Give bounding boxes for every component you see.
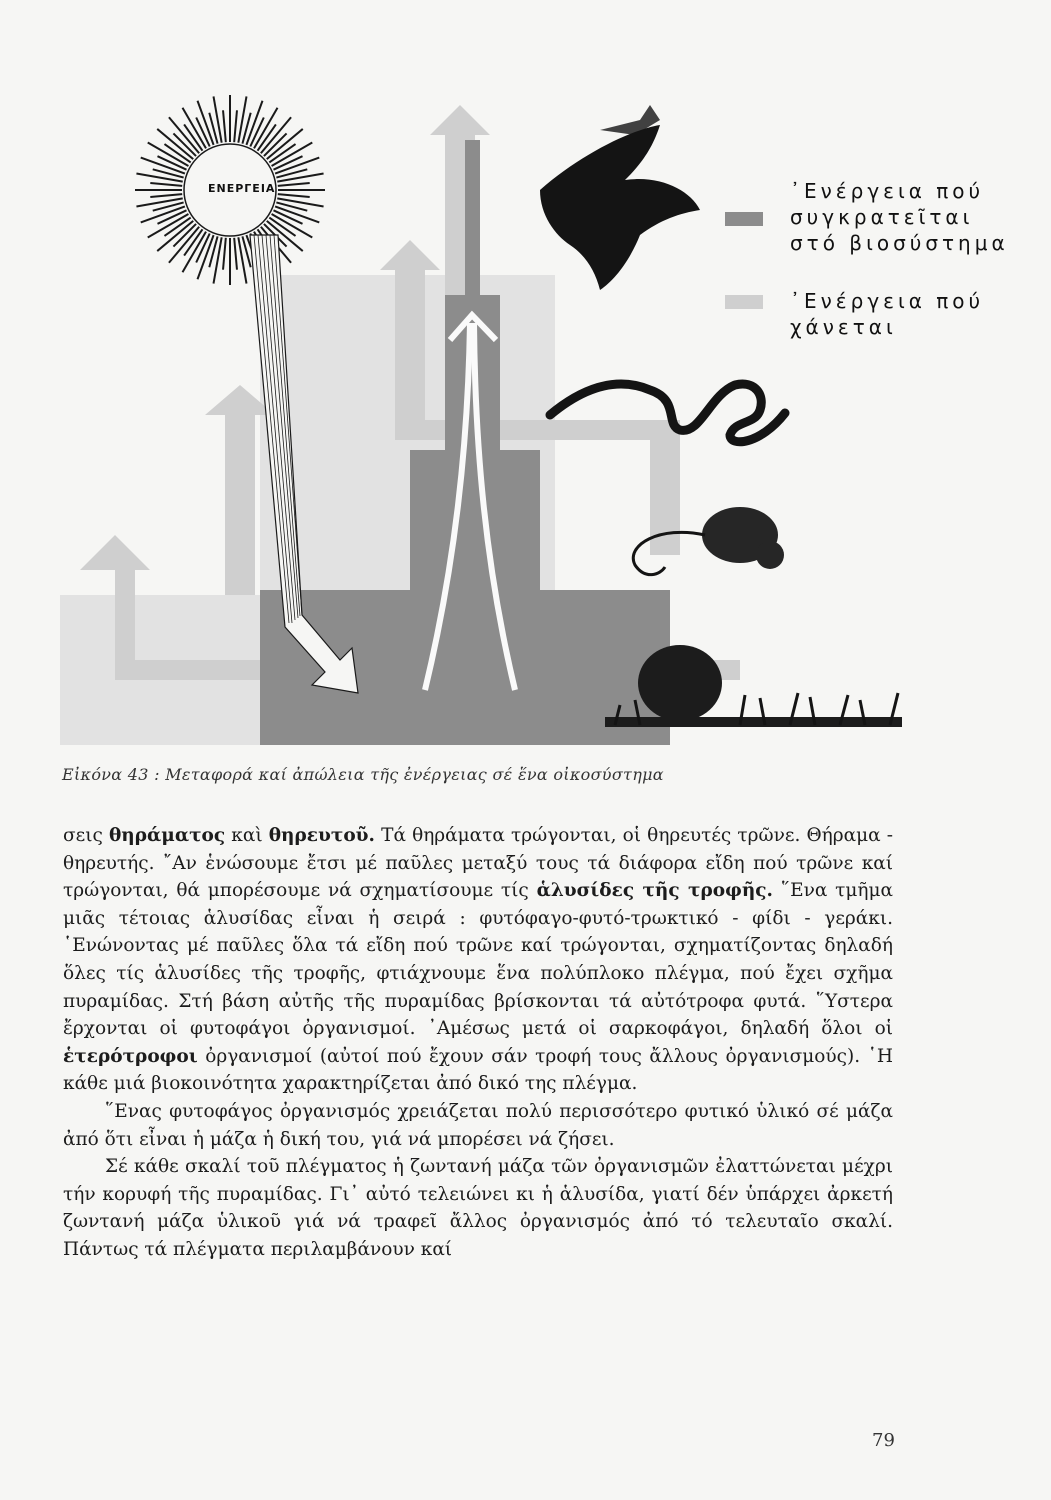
sun-ray <box>150 183 182 186</box>
text-run: σεις <box>63 825 109 846</box>
sun-ray <box>150 194 182 197</box>
text-run: Τά θηράματα τρώγονται, οἱ θηρευτές τρῶνε. Θήραμα - θηρευτής. ῎Αν ἑνώσουμε ἔτσι μέ παῦλες μεταξύ τους τά διάφορα εἴδη πού τρῶνε καί τρώγονται, θά μπορέσουμε νά σχηματίσουμε τίς <box>63 825 893 902</box>
paragraph-1 <box>63 822 893 1098</box>
legend-retained-label: ᾿Ενέργεια πού συγκρατεῖται στό βιοσύστημα <box>790 179 1009 255</box>
sun-ray <box>278 183 310 186</box>
body-text <box>63 822 893 1264</box>
lost-energy-arrow <box>430 105 490 295</box>
figure-caption: Εἰκόνα 43 : Μεταφορά καί ἀπώλεια τῆς ἐνέργειας σέ ἕνα οἰκοσύστημα <box>62 765 664 784</box>
sun-ray <box>223 238 226 270</box>
sun-ray <box>157 221 193 251</box>
paragraph-3: Σέ κάθε σκαλί τοῦ πλέγματος ἡ ζωντανή μάζα τῶν ὀργανισμῶν ἐλαττώνεται μέχρι τήν κορυφή τῆς πυραμίδας. Γι᾿ αὐτό τελειώνει κι ἡ ἁλυσίδα, γιατί δέν ὑπάρχει ἀρκετή ζωντανή μάζα ὑλικοῦ γιά νά τραφεῖ ἄλλος ὀργανισμός ἀπό τό τελευταῖο σκαλί. Πάντως τά πλέγματα περιλαμβάνουν καί <box>63 1156 893 1260</box>
legend-lost-label: ᾿Ενέργεια πού χάνεται <box>790 289 985 339</box>
sun-ray <box>169 227 199 263</box>
hawk-icon <box>540 105 700 290</box>
sun-ray <box>223 110 226 142</box>
step-top-predator <box>465 140 480 300</box>
retained-legend-swatch <box>725 212 763 226</box>
paragraph-2: ῞Ενας φυτοφάγος ὀργανισμός χρειάζεται πολύ περισσότερο φυτικό ὑλικό σέ μάζα ἀπό ὅτι εἶναι ἡ μάζα ἡ δική του, γιά νά μπορέσει νά ζήσει. <box>63 1100 893 1150</box>
energy-pyramid-figure <box>40 95 1030 755</box>
sun-ray <box>157 129 193 159</box>
sun-label: ΕΝΕΡΓΕΙΑ <box>208 182 276 195</box>
bold-term: ἁλυσίδες τῆς τροφῆς. <box>536 880 773 902</box>
sun-ray <box>234 110 237 142</box>
step-herbivores <box>410 450 540 595</box>
sun-ray <box>169 117 199 153</box>
text-run: ὀργανισμοί (αὐτοί πού ἔχουν σάν τροφή τους ἄλλους ὀργανισμούς). ῾Η κάθε μιά βιοκοινότητα χαρακτηρίζεται ἀπό δικό της πλέγμα. <box>63 1045 893 1095</box>
lost-legend-swatch <box>725 295 763 309</box>
bold-term: θηρευτοῦ. <box>268 825 375 846</box>
page-number: 79 <box>872 1430 895 1451</box>
text-run: καὶ <box>225 825 269 846</box>
sun-ray <box>278 194 310 197</box>
sun-ray <box>261 117 291 153</box>
sun-ray <box>267 129 303 159</box>
text-run: ῞Ενα τμῆμα μιᾶς τέτοιας ἁλυσίδας εἶναι ἡ σειρά : φυτόφαγο-φυτό-τρωκτικό - φίδι - γεράκι. ῾Ενώνοντας μέ παῦλες ὅλα τά εἴδη πού τρῶνε καί τρώγονται, σχηματίζοντας δηλαδή ὅλες τίς ἁλυσίδες τῆς τροφῆς, φτιάχνουμε ἕνα πολύπλοκο πλέγμα, πού ἔχει σχῆμα πυραμίδας. Στή βάση αὐτῆς τῆς πυραμίδας βρίσκονται τά αὐτότροφα φυτά. ῞Υστερα ἔρχονται οἱ φυτοφάγοι ὀργανισμοί. ᾿Αμέσως μετά οἱ σαρκοφάγοι, δηλαδή ὅλοι οἱ <box>63 880 893 1040</box>
bold-term: ἑτερότροφοι <box>63 1045 198 1067</box>
bold-term: θηράματος <box>108 825 226 846</box>
sun-ray <box>234 238 237 270</box>
